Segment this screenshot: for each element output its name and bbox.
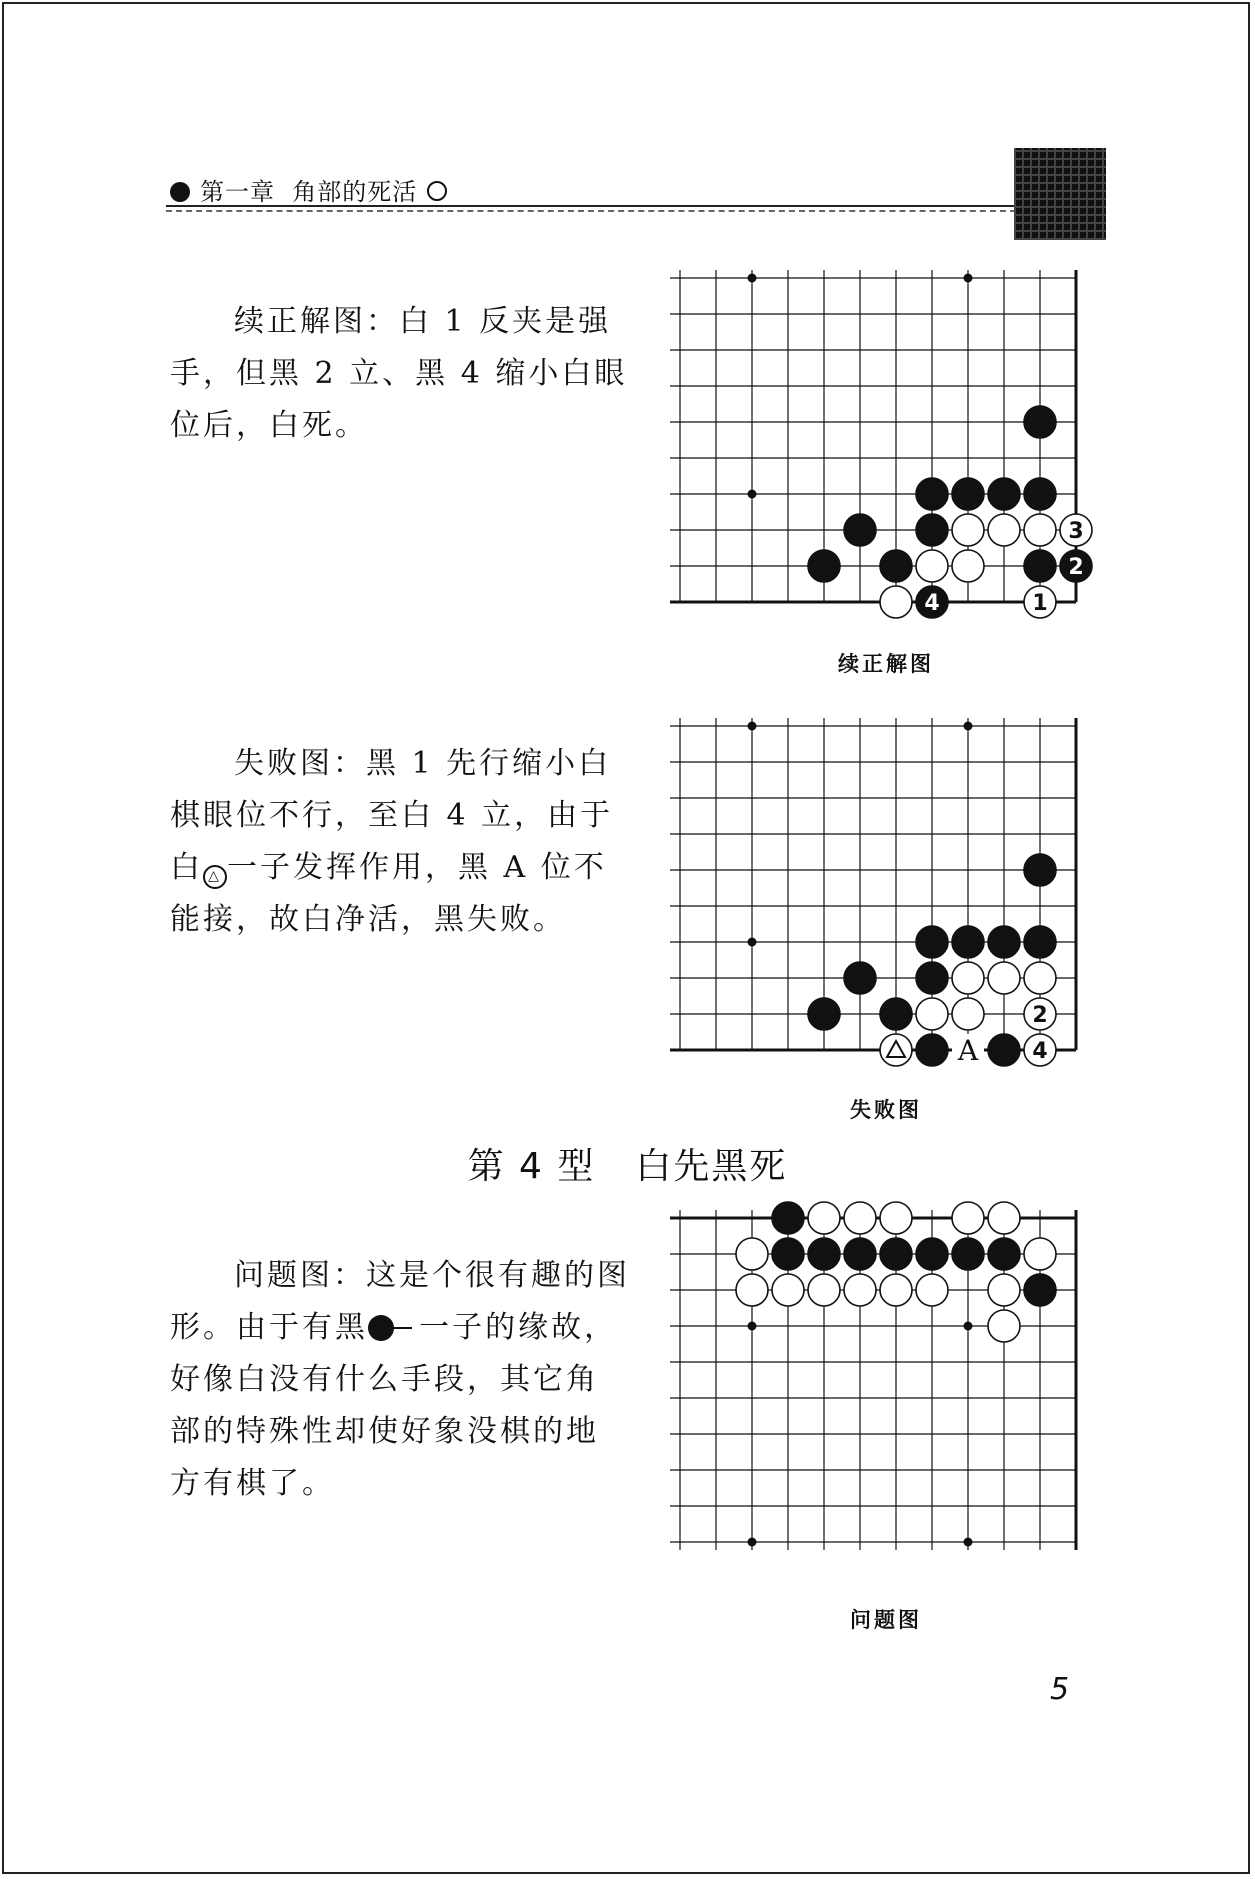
black-stone xyxy=(772,1238,804,1270)
white-stone xyxy=(1024,1034,1056,1066)
white-stone xyxy=(988,1310,1020,1342)
star-point xyxy=(964,274,973,283)
stone-move-number: 4 xyxy=(924,591,940,616)
section-type-label: 第 4 型 xyxy=(467,1146,596,1187)
white-stone xyxy=(916,998,948,1030)
header-bullet-icon xyxy=(170,182,190,202)
white-stone xyxy=(808,1274,840,1306)
black-stone xyxy=(952,1238,984,1270)
white-stone xyxy=(1024,998,1056,1030)
black-stone xyxy=(808,1238,840,1270)
running-header xyxy=(170,172,1010,206)
section-title xyxy=(0,1138,1255,1189)
black-stone xyxy=(988,1034,1020,1066)
white-stone xyxy=(988,962,1020,994)
paragraph-problem xyxy=(170,1250,630,1510)
star-point xyxy=(748,274,757,283)
paragraph-continued-solution xyxy=(170,296,630,452)
star-point xyxy=(748,722,757,731)
black-stone xyxy=(916,478,948,510)
white-stone xyxy=(1024,962,1056,994)
black-stone xyxy=(880,550,912,582)
white-stone xyxy=(1060,514,1092,546)
point-mark-label: A xyxy=(957,1034,979,1067)
black-stone xyxy=(916,1034,948,1066)
white-stone xyxy=(1024,1238,1056,1270)
black-stone xyxy=(808,550,840,582)
black-stone xyxy=(808,998,840,1030)
white-stone xyxy=(952,550,984,582)
stone-move-number: 3 xyxy=(1068,519,1084,544)
paragraph-text: 一子发挥作用，黑 A 位不能接，故白净活，黑失败。 xyxy=(170,850,607,937)
star-point xyxy=(748,1322,757,1331)
white-stone xyxy=(736,1238,768,1270)
paragraph-text: 问题图：这是个很有趣的图形。由于有黑 xyxy=(170,1258,630,1345)
black-stone xyxy=(844,1238,876,1270)
white-stone xyxy=(988,514,1020,546)
white-stone xyxy=(916,550,948,582)
white-stone xyxy=(844,1202,876,1234)
white-stone xyxy=(1024,586,1056,618)
go-board-continued-solution xyxy=(668,266,1084,646)
board-svg xyxy=(668,1206,1084,1586)
white-stone xyxy=(772,1274,804,1306)
white-stone xyxy=(808,1202,840,1234)
board-svg xyxy=(668,266,1084,646)
black-stone xyxy=(1024,550,1056,582)
stone-move-number: 4 xyxy=(1032,1039,1048,1064)
black-stone-icon xyxy=(368,1315,394,1341)
white-stone xyxy=(988,1202,1020,1234)
white-stone xyxy=(988,1274,1020,1306)
header-rule xyxy=(166,205,1016,207)
paragraph-failure xyxy=(170,738,630,946)
star-point xyxy=(748,1538,757,1547)
black-stone xyxy=(988,478,1020,510)
caption-failure: 失败图 xyxy=(850,1098,922,1122)
chapter-corner-block xyxy=(1014,148,1106,240)
black-stone xyxy=(916,962,948,994)
black-stone xyxy=(1024,854,1056,886)
black-stone xyxy=(952,478,984,510)
chapter-label: 第一章 xyxy=(200,178,275,206)
black-stone xyxy=(916,1238,948,1270)
black-stone xyxy=(880,1238,912,1270)
black-stone xyxy=(1060,550,1092,582)
paragraph-text: 失败图：黑 1 先行缩小白棋眼位不行，至白 4 立，由于白 xyxy=(170,746,614,885)
white-stone xyxy=(880,1034,912,1066)
black-stone xyxy=(844,514,876,546)
black-stone xyxy=(844,962,876,994)
black-stone xyxy=(952,926,984,958)
black-stone xyxy=(988,1238,1020,1270)
caption-problem: 问题图 xyxy=(850,1608,922,1632)
black-stone xyxy=(772,1202,804,1234)
black-stone xyxy=(1024,926,1056,958)
white-stone xyxy=(736,1274,768,1306)
white-stone xyxy=(952,514,984,546)
white-stone xyxy=(880,586,912,618)
star-point xyxy=(964,1538,973,1547)
paragraph-text: 续正解图：白 1 反夹是强手，但黑 2 立、黑 4 缩小白眼位后，白死。 xyxy=(170,304,628,443)
stone-move-number: 1 xyxy=(1032,591,1048,616)
stone-move-number: 2 xyxy=(1032,1003,1048,1028)
black-stone xyxy=(988,926,1020,958)
white-stone xyxy=(952,998,984,1030)
black-stone xyxy=(916,514,948,546)
star-point xyxy=(748,490,757,499)
white-stone xyxy=(916,1274,948,1306)
white-stone xyxy=(1024,514,1056,546)
white-stone xyxy=(880,1202,912,1234)
board-svg xyxy=(668,714,1084,1094)
paragraph-text: 一子的缘故，好像白没有什么手段，其它角部的特殊性却使好象没棋的地方有棋了。 xyxy=(170,1310,618,1501)
page-number: 5 xyxy=(1050,1672,1070,1707)
go-board-problem xyxy=(668,1206,1084,1586)
white-stone xyxy=(880,1274,912,1306)
black-stone xyxy=(916,926,948,958)
black-stone xyxy=(916,586,948,618)
star-point xyxy=(748,938,757,947)
black-stone xyxy=(1024,478,1056,510)
star-point xyxy=(964,1322,973,1331)
header-ring-icon xyxy=(427,181,447,201)
chapter-title: 角部的死活 xyxy=(292,178,418,206)
white-stone xyxy=(844,1274,876,1306)
white-stone xyxy=(952,1202,984,1234)
stone-move-number: 2 xyxy=(1068,555,1084,580)
star-point xyxy=(964,722,973,731)
go-board-failure xyxy=(668,714,1084,1094)
triangle-marked-stone-icon: △ xyxy=(203,865,227,889)
caption-continued-solution: 续正解图 xyxy=(838,652,934,676)
header-rule-dashed xyxy=(166,210,1016,212)
section-type-subtitle: 白先黑死 xyxy=(635,1146,788,1187)
black-stone xyxy=(1024,406,1056,438)
black-stone xyxy=(1024,1274,1056,1306)
white-stone xyxy=(952,962,984,994)
black-stone xyxy=(880,998,912,1030)
